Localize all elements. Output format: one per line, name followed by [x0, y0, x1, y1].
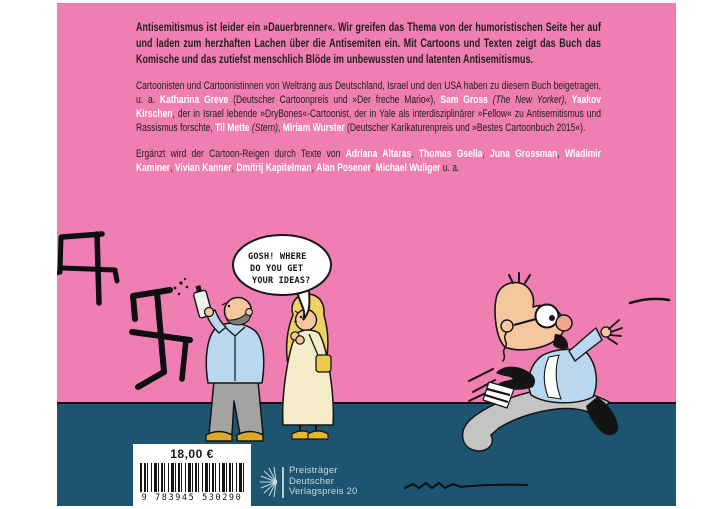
- text-segment: Til Mette: [215, 122, 250, 134]
- award-line: Deutscher: [289, 475, 335, 487]
- runner-jacket: [529, 349, 597, 402]
- speech-bubble-text: GOSH! WHERE DO YOU GET YOUR IDEAS?: [248, 252, 311, 286]
- text-segment: , der in Israel lebende »DryBones«-Cartoonist, der in Yale als interdisziplinärer »Fellow« zu Antisemitismus und Rassismus forschte,: [136, 108, 602, 134]
- text-segment: (Deutscher Karikaturenpreis und »Bestes Cartoonbuch 2015«).: [344, 122, 586, 134]
- text-segment: Wladimir Kaminer: [136, 148, 601, 174]
- text-segment: Antisemitismus ist leider ein »Dauerbrenner«. Wir greifen das Thema von der humoristischen Seite her auf und laden zum herzhaften Lachen über die Antisemiten ein. Mit Cartoons und Texten zeigt das Buch das Komische und das zutiefst menschlich Blöde im unbewussten und latenten Antisemitismus.: [136, 22, 601, 66]
- spray-man: [192, 284, 264, 441]
- barcode: [140, 463, 244, 492]
- woman-shoe: [308, 431, 328, 439]
- text-segment: (The New Yorker): [492, 94, 565, 106]
- text-segment: Ergänzt wird der Cartoon-Reigen durch Texte von: [136, 148, 346, 160]
- motion-line-right: [630, 299, 669, 303]
- text-segment: Adriana Altaras: [345, 148, 412, 160]
- price: 18,00 €: [170, 447, 214, 461]
- spray-dots: [174, 278, 189, 295]
- runner-mouth: [553, 334, 568, 349]
- book-back-cover: [57, 3, 676, 506]
- text-segment: (Stern): [251, 122, 278, 134]
- running-man: [463, 273, 622, 451]
- text-segment: ,: [170, 162, 175, 174]
- runner-hair: [509, 273, 530, 283]
- floor-squiggle: [405, 483, 527, 488]
- text-segment: ,: [411, 148, 419, 160]
- text-segment: ,: [564, 94, 572, 106]
- award-divider: [282, 467, 284, 498]
- text-segment: ,: [370, 162, 376, 174]
- barcode-box: [133, 444, 251, 506]
- blurb-paragraph-1: [136, 20, 601, 68]
- spray-man-hand: [205, 308, 214, 317]
- award-line: Preisträger: [289, 465, 338, 477]
- award-line: Verlagspreis 20: [289, 486, 358, 498]
- blurb-paragraph-2: [136, 79, 601, 135]
- text-segment: Vivian Kanner: [174, 162, 232, 174]
- text-segment: ,: [482, 148, 491, 160]
- award-badge: [257, 465, 357, 499]
- text-segment: ,: [231, 162, 237, 174]
- text-segment: Katharina Greve: [159, 94, 229, 106]
- text-segment: u. a.: [440, 162, 460, 174]
- text-segment: ,: [557, 148, 565, 160]
- text-segment: ,: [311, 162, 317, 174]
- blurb-paragraph-3: [136, 147, 601, 175]
- text-segment: Miriam Wurster: [282, 122, 345, 134]
- text-segment: Dmitrij Kapitelman: [236, 162, 312, 174]
- text-segment: ,: [277, 122, 283, 134]
- woman: [283, 294, 334, 439]
- sunburst-icon: [257, 465, 277, 499]
- swastika-graffiti-left: [57, 234, 117, 303]
- spray-man-pants: [209, 381, 263, 434]
- woman-bag: [316, 355, 331, 372]
- spray-man-shoe: [206, 432, 232, 442]
- text-segment: Juna Grossman: [490, 148, 558, 160]
- runner-nose: [556, 315, 572, 331]
- runner-ear: [501, 320, 513, 332]
- spray-man-shoe: [237, 432, 263, 442]
- text-segment: Michael Wuliger: [375, 162, 441, 174]
- text-segment: Sam Gross: [440, 94, 488, 106]
- blurb: [136, 20, 601, 175]
- text-segment: Cartoonisten und Cartoonistinnen von Weltrang aus Deutschland, Israel und den USA haben zu diesem Buch beigetragen, u. a.: [136, 80, 601, 106]
- text-segment: Yaakov Kirschen: [136, 94, 601, 120]
- swastika-graffiti-sprayed: [132, 290, 190, 387]
- award-text: [289, 466, 357, 498]
- runner-eye: [536, 305, 559, 328]
- text-segment: Alan Posener: [316, 162, 371, 174]
- runner-shoe: [586, 397, 618, 435]
- barcode-digits: 9 783945 530290: [141, 493, 243, 503]
- text-segment: (Deutscher Cartoonpreis und »Der freche Mario«),: [228, 94, 441, 106]
- text-segment: Thomas Gsella: [418, 148, 483, 160]
